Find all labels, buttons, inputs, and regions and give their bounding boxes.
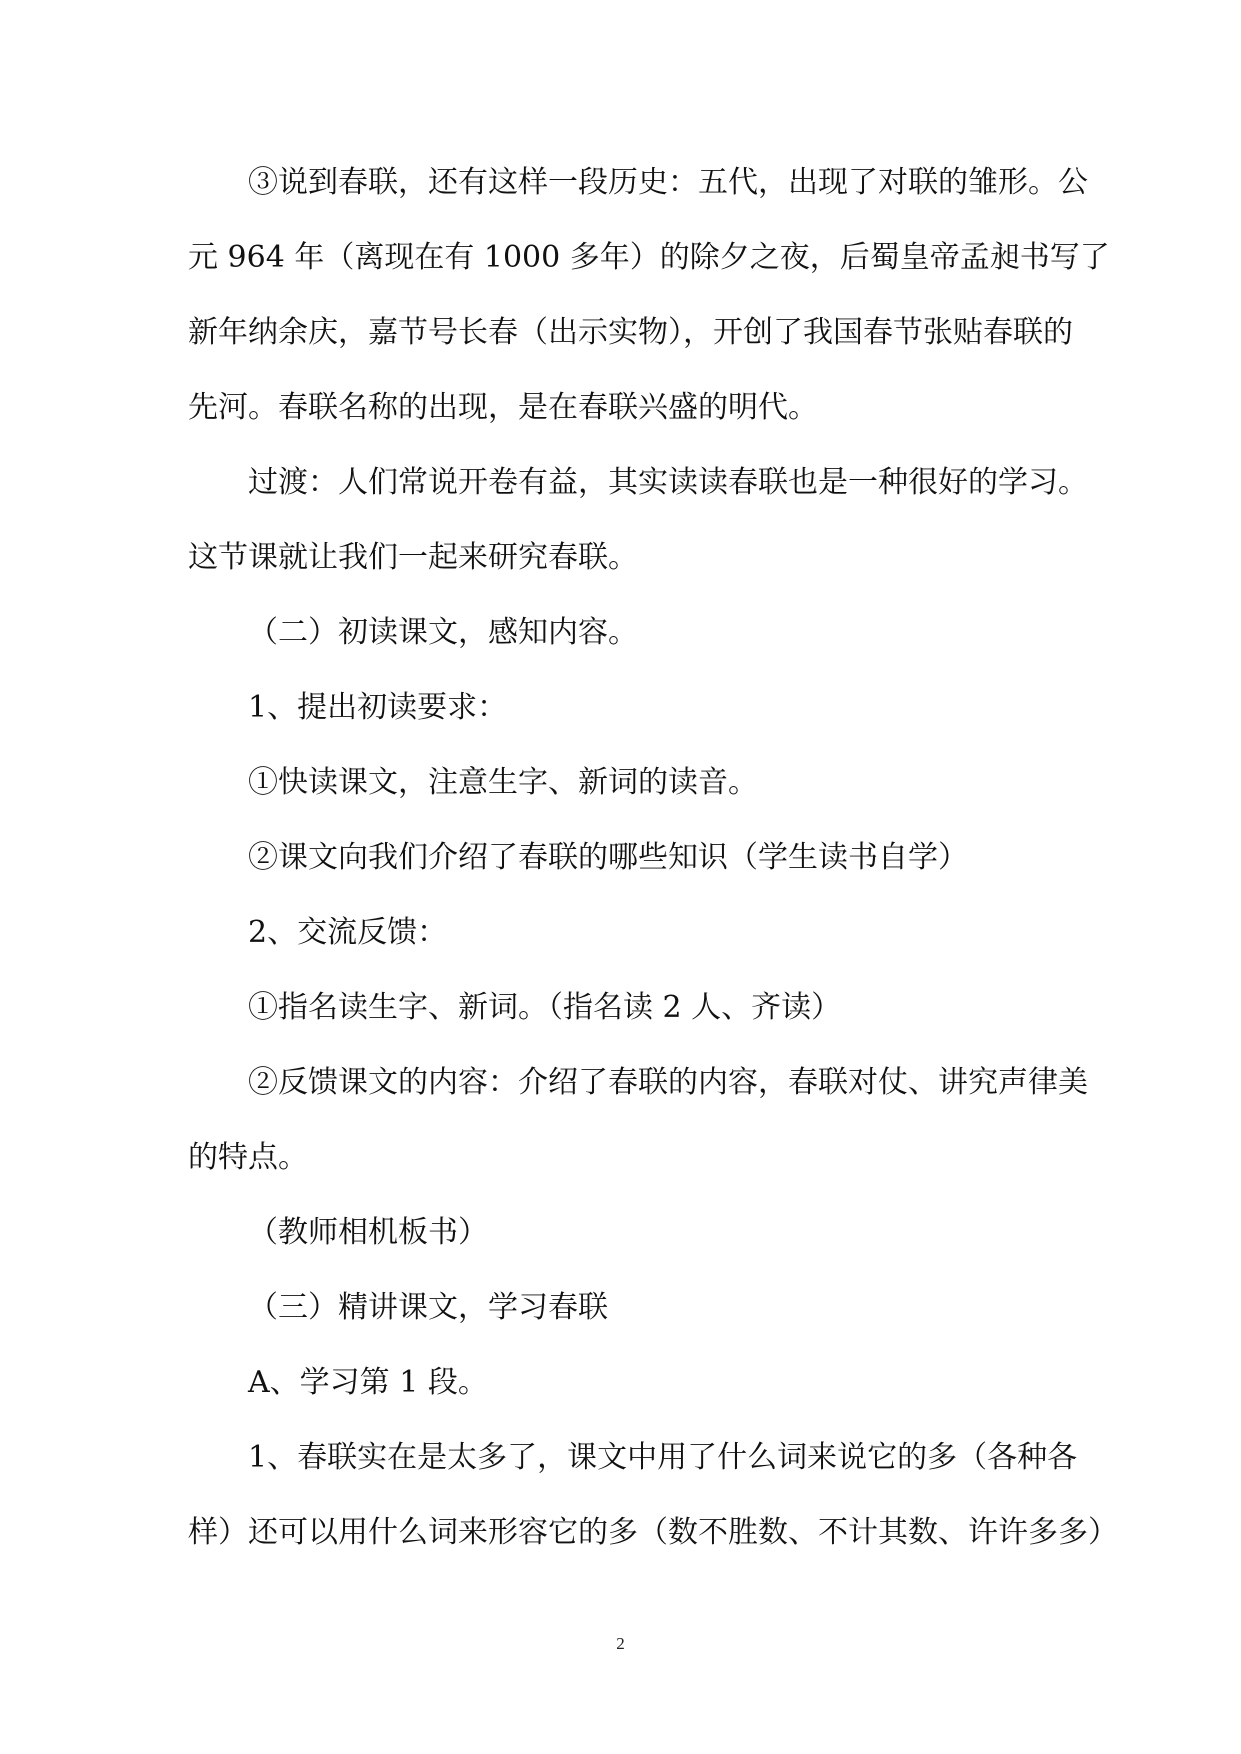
text-line: ②课文向我们介绍了春联的哪些知识（学生读书自学） [248, 840, 968, 875]
section-heading-initial-reading [188, 595, 1058, 670]
text-line: 元 964 年（离现在有 1000 多年）的除夕之夜，后蜀皇帝孟昶书写了 [188, 240, 1110, 275]
text-line: ①指名读生字、新词。（指名读 2 人、齐读） [248, 990, 842, 1025]
list-item-knowledge-question [188, 820, 1058, 895]
subsection-heading-part-a [188, 1345, 1058, 1420]
text-line: 新年纳余庆，嘉节号长春（出示实物），开创了我国春节张贴春联的 [188, 315, 1073, 350]
list-item-read-words [188, 970, 1058, 1045]
section-heading-intensive-study [188, 1270, 1058, 1345]
list-item-feedback [188, 895, 1058, 970]
paragraph-transition [188, 445, 1088, 595]
text-line: 过渡：人们常说开卷有益，其实读读春联也是一种很好的学习。 [248, 465, 1088, 500]
list-item-reading-requirements [188, 670, 1058, 745]
text-line: 1、提出初读要求： [248, 690, 508, 725]
text-line: ①快读课文，注意生字、新词的读音。 [248, 765, 758, 800]
text-line: （三）精讲课文，学习春联 [248, 1290, 608, 1325]
list-item-quick-read [188, 745, 1058, 820]
document-body [188, 145, 1118, 1570]
text-line: 2、交流反馈： [248, 915, 448, 950]
text-line: 先河。春联名称的出现，是在春联兴盛的明代。 [188, 390, 818, 425]
text-line: ③说到春联，还有这样一段历史：五代，出现了对联的雏形。公 [248, 165, 1088, 200]
paragraph-history [188, 145, 1110, 445]
paragraph-many-couplets [188, 1420, 1118, 1570]
paragraph-content-feedback [188, 1045, 1088, 1195]
text-line: （二）初读课文，感知内容。 [248, 615, 638, 650]
paragraph-board-note [188, 1195, 1058, 1270]
text-line: 1、春联实在是太多了，课文中用了什么词来说它的多（各种各 [248, 1440, 1078, 1475]
text-line: 这节课就让我们一起来研究春联。 [188, 540, 638, 575]
page-number: 2 [616, 1634, 625, 1653]
text-line: 的特点。 [188, 1140, 308, 1175]
text-line: A、学习第 1 段。 [248, 1365, 488, 1400]
text-line: （教师相机板书） [248, 1215, 488, 1250]
text-line: ②反馈课文的内容：介绍了春联的内容，春联对仗、讲究声律美 [248, 1065, 1088, 1100]
text-line: 样）还可以用什么词来形容它的多（数不胜数、不计其数、许许多多） [188, 1515, 1118, 1550]
